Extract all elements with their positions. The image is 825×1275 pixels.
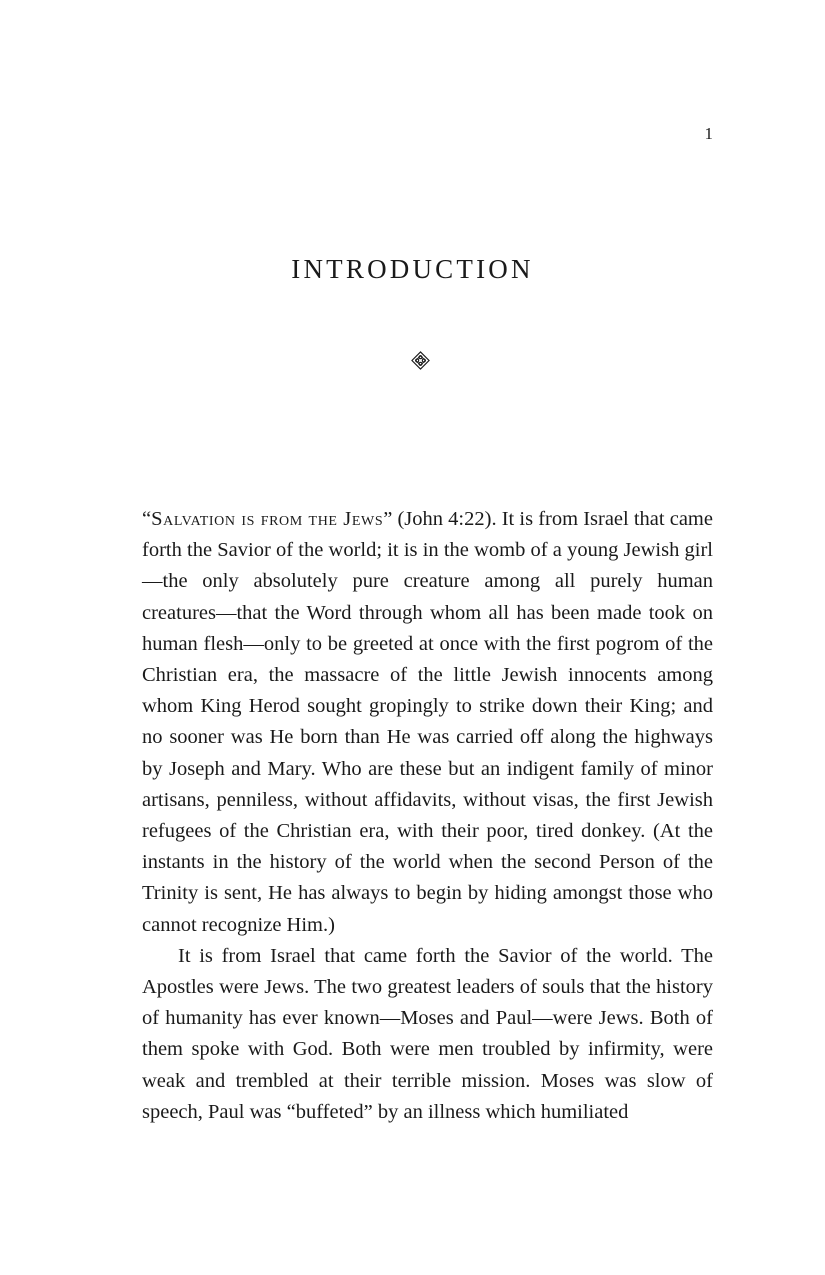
page-number: 1: [704, 124, 713, 143]
paragraph-1: [142, 504, 713, 941]
paragraph-1-text: (John 4:22). It is from Israel that came forth the Savior of the world; it is in the womb of a young Jewish girl—the only absolutely pure creature among all purely human creatures—that the Word through whom all has been made took on human flesh—only to be greeted at once with the first pogrom of the Christian era, the massacre of the little Jewish innocents among whom King Herod sought gropingly to strike down their King; and no sooner was He born than He was carried off along the highways by Joseph and Mary. Who are these but an indigent family of minor artisans, penniless, without affidavits, without visas, the first Jewish refugees of the Christian era, with their poor, tired donkey. (At the instants in the history of the world when the second Person of the Trinity is sent, He has always to begin by hiding amongst those who cannot recognize Him.): [142, 508, 713, 936]
chapter-title: INTRODUCTION: [291, 254, 534, 284]
body-text: [142, 504, 713, 1128]
closing-quote-mark: ”: [383, 508, 393, 530]
paragraph-2: [142, 941, 713, 1128]
paragraph-2-text: It is from Israel that came forth the Savior of the world. The Apostles were Jews. The two greatest leaders of souls that the history of humanity has ever known—Moses and Paul—were Jews. Both of them spoke with God. Both were men troubled by infirmity, were weak and trembled at their terrible mission. Moses was slow of speech, Paul was “buffeted” by an illness which humiliated: [142, 944, 713, 1123]
lead-in-smallcaps: Salvation is from the Jews: [151, 508, 384, 530]
opening-quote-mark: “: [142, 508, 152, 530]
ornament-icon: [411, 351, 430, 370]
